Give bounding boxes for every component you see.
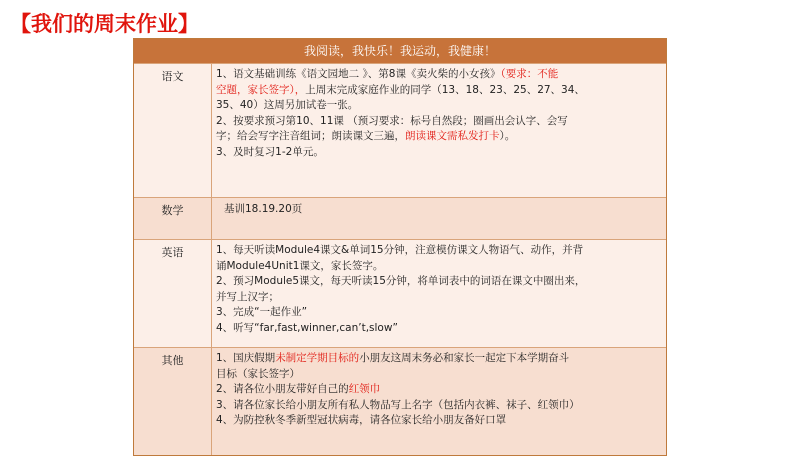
homework-content-other [212,348,666,455]
homework-content-english [212,240,666,347]
homework-text: 1、国庆假期 [216,352,276,364]
homework-line [216,274,662,290]
highlighted-text: 红领巾 [348,383,381,395]
homework-text: ）。 [499,130,516,142]
homework-content-math [212,198,666,239]
page-title: 【我们的周末作业】 [10,12,199,36]
homework-line [216,351,662,367]
homework-text: 上周末完成家庭作业的同学（13、18、23、25、27、34、 [305,83,585,96]
homework-text: 字；给会写字注音组词；朗读课文三遍， [216,130,405,142]
table-row-math [134,197,666,239]
homework-line [216,305,662,321]
subject-label-english: 英语 [134,240,212,347]
homework-line [216,243,662,259]
homework-line [216,367,662,383]
table-row-chinese [134,63,666,197]
subject-label-chinese: 语文 [134,64,212,197]
homework-line [224,202,662,218]
homework-line [216,114,662,130]
homework-text: 2、请各位小朋友带好自己的 [216,383,349,395]
homework-line [216,98,662,114]
homework-line [216,145,662,161]
homework-content-chinese [212,64,666,197]
homework-text: 3、完成“一起作业” [216,306,308,318]
highlighted-text: 空题，家长签字）， [216,83,306,96]
homework-line [216,67,662,83]
table-banner: 我阅读，我快乐！我运动，我健康！ [134,39,666,63]
homework-text: 3、及时复习1-2单元。 [216,145,324,158]
homework-line [216,83,662,99]
homework-line [216,321,662,337]
homework-line [216,382,662,398]
homework-line [216,259,662,275]
homework-text: 4、听写“far,fast,winner,can’t,slow” [216,321,398,334]
homework-text: 2、按要求预习第10、11课 （预习要求：标号自然段；圈画出会认字、会写 [216,114,568,127]
homework-text: 1、语文基础训练《语文园地二 》、第8课《卖火柴的小女孩》 [216,68,501,80]
homework-text: 1、每天听读Module4课文&单词15分钟，注意模仿课文人物语气、动作，并背 [216,244,584,256]
highlighted-text: 未制定学期目标的 [275,352,360,364]
homework-table [133,38,667,456]
homework-text: 35、40）这周另加试卷一张。 [216,99,359,111]
table-row-english [134,239,666,347]
highlighted-text: （要求：不能 [500,68,559,80]
subject-label-math: 数学 [134,198,212,239]
homework-line [216,413,662,429]
homework-line [216,398,662,414]
homework-text: 并写上汉字； [216,290,279,303]
homework-text: 4、为防控秋冬季新型冠状病毒，请各位家长给小朋友备好口罩 [216,414,507,426]
homework-line [216,290,662,306]
homework-text: 2、预习Module5课文，每天听读15分钟，将单词表中的词语在课文中圈出来， [216,275,586,287]
highlighted-text: 朗读课文需私发打卡 [405,130,500,142]
subject-label-other: 其他 [134,348,212,455]
table-row-other [134,347,666,455]
homework-text: 基训18.19.20页 [224,203,303,215]
homework-line [216,129,662,145]
homework-text: 3、请各位家长给小朋友所有私人物品写上名字（包括内衣裤、袜子、红领巾） [216,398,580,411]
homework-text: 目标（家长签字） [216,367,300,380]
homework-text: 诵Module4Unit1课文，家长签字。 [216,259,384,272]
homework-text: 小朋友这周末务必和家长一起定下本学期奋斗 [359,352,570,364]
